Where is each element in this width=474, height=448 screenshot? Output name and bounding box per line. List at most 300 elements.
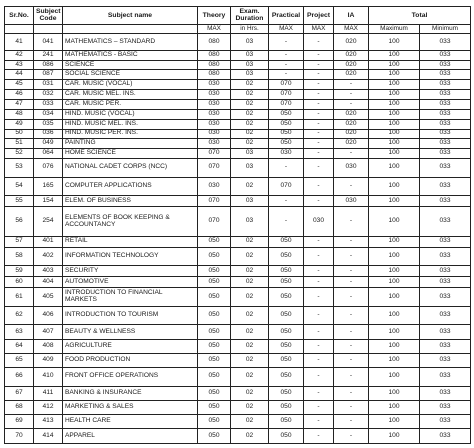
table-row [5, 207, 471, 237]
cell-project-max: - [304, 339, 334, 353]
cell-srno: 56 [5, 207, 34, 237]
header-exam-duration: Exam. Duration [231, 7, 269, 25]
header-project: Project [304, 7, 334, 25]
cell-project-max: - [304, 90, 334, 100]
cell-project-max: - [304, 70, 334, 80]
cell-subject-code: 414 [34, 429, 63, 444]
cell-exam-duration: 02 [231, 139, 269, 149]
cell-total-minimum: 033 [420, 368, 471, 387]
cell-ia-max: 020 [334, 34, 369, 50]
table-row [5, 247, 471, 266]
cell-practical-max: 050 [269, 400, 304, 414]
cell-exam-duration: 02 [231, 236, 269, 247]
cell-practical-max: 030 [269, 149, 304, 159]
cell-practical-max: 050 [269, 129, 304, 139]
table-row [5, 306, 471, 325]
cell-theory-max: 080 [198, 60, 231, 70]
cell-theory-max: 030 [198, 119, 231, 129]
cell-subject-code: 032 [34, 90, 63, 100]
cell-theory-max: 050 [198, 415, 231, 429]
cell-exam-duration: 02 [231, 339, 269, 353]
cell-project-max: - [304, 177, 334, 196]
cell-exam-duration: 03 [231, 60, 269, 70]
cell-total-maximum: 100 [369, 70, 420, 80]
cell-project-max: - [304, 100, 334, 110]
cell-subject-name: MATHEMATICS – STANDARD [63, 34, 198, 50]
table-row [5, 70, 471, 80]
cell-project-max: - [304, 266, 334, 277]
cell-exam-duration: 03 [231, 50, 269, 60]
cell-practical-max: 070 [269, 177, 304, 196]
cell-exam-duration: 03 [231, 207, 269, 237]
cell-total-maximum: 100 [369, 207, 420, 237]
cell-ia-max: 020 [334, 139, 369, 149]
cell-exam-duration: 02 [231, 415, 269, 429]
table-row [5, 368, 471, 387]
cell-subject-name: BANKING & INSURANCE [63, 386, 198, 400]
cell-srno: 58 [5, 247, 34, 266]
cell-exam-duration: 03 [231, 149, 269, 159]
cell-subject-code: 410 [34, 368, 63, 387]
cell-theory-max: 050 [198, 386, 231, 400]
cell-project-max: - [304, 288, 334, 307]
table-row [5, 429, 471, 444]
cell-project-max: - [304, 196, 334, 207]
cell-practical-max: 050 [269, 325, 304, 339]
cell-total-maximum: 100 [369, 353, 420, 367]
cell-total-maximum: 100 [369, 177, 420, 196]
cell-practical-max: 050 [269, 415, 304, 429]
cell-srno: 55 [5, 196, 34, 207]
cell-total-maximum: 100 [369, 339, 420, 353]
cell-total-maximum: 100 [369, 288, 420, 307]
cell-ia-max: 020 [334, 60, 369, 70]
cell-ia-max: - [334, 306, 369, 325]
cell-total-maximum: 100 [369, 129, 420, 139]
subheader-practical: MAX [269, 24, 304, 34]
table-row [5, 325, 471, 339]
cell-srno: 60 [5, 277, 34, 288]
cell-exam-duration: 02 [231, 353, 269, 367]
cell-subject-code: 413 [34, 415, 63, 429]
subheader-ia: MAX [334, 24, 369, 34]
cell-subject-code: 154 [34, 196, 63, 207]
cell-total-minimum: 033 [420, 109, 471, 119]
cell-theory-max: 030 [198, 129, 231, 139]
cell-theory-max: 080 [198, 34, 231, 50]
subheader-theory: MAX [198, 24, 231, 34]
cell-srno: 45 [5, 80, 34, 90]
cell-subject-code: 404 [34, 277, 63, 288]
cell-ia-max: 020 [334, 50, 369, 60]
cell-practical-max: 050 [269, 236, 304, 247]
cell-total-minimum: 033 [420, 288, 471, 307]
header-ia: IA [334, 7, 369, 25]
cell-practical-max: - [269, 196, 304, 207]
cell-total-minimum: 033 [420, 386, 471, 400]
cell-subject-name: RETAIL [63, 236, 198, 247]
cell-theory-max: 050 [198, 325, 231, 339]
cell-exam-duration: 02 [231, 266, 269, 277]
table-row [5, 109, 471, 119]
cell-srno: 49 [5, 119, 34, 129]
cell-subject-name: CAR. MUSIC (VOCAL) [63, 80, 198, 90]
subheader-row [5, 24, 471, 34]
cell-ia-max: - [334, 429, 369, 444]
cell-practical-max: - [269, 34, 304, 50]
cell-practical-max: 050 [269, 306, 304, 325]
cell-subject-name: NATIONAL CADET CORPS (NCC) [63, 159, 198, 178]
cell-total-minimum: 033 [420, 60, 471, 70]
cell-project-max: - [304, 119, 334, 129]
cell-total-maximum: 100 [369, 415, 420, 429]
cell-exam-duration: 02 [231, 109, 269, 119]
cell-ia-max: - [334, 90, 369, 100]
cell-srno: 44 [5, 70, 34, 80]
cell-subject-code: 049 [34, 139, 63, 149]
cell-total-minimum: 033 [420, 277, 471, 288]
cell-practical-max: 050 [269, 139, 304, 149]
cell-ia-max: - [334, 266, 369, 277]
cell-exam-duration: 02 [231, 306, 269, 325]
cell-project-max: - [304, 149, 334, 159]
cell-exam-duration: 02 [231, 288, 269, 307]
cell-subject-name: FRONT OFFICE OPERATIONS [63, 368, 198, 387]
cell-subject-name: SECURITY [63, 266, 198, 277]
cell-total-maximum: 100 [369, 306, 420, 325]
cell-subject-code: 406 [34, 306, 63, 325]
cell-project-max: - [304, 247, 334, 266]
cell-practical-max: - [269, 70, 304, 80]
cell-total-maximum: 100 [369, 196, 420, 207]
cell-total-maximum: 100 [369, 429, 420, 444]
cell-theory-max: 030 [198, 100, 231, 110]
cell-srno: 48 [5, 109, 34, 119]
cell-subject-name: SOCIAL SCIENCE [63, 70, 198, 80]
cell-total-maximum: 100 [369, 368, 420, 387]
cell-theory-max: 050 [198, 306, 231, 325]
cell-subject-code: 401 [34, 236, 63, 247]
cell-subject-code: 087 [34, 70, 63, 80]
cell-total-maximum: 100 [369, 100, 420, 110]
table-row [5, 353, 471, 367]
cell-practical-max: - [269, 50, 304, 60]
cell-total-minimum: 033 [420, 80, 471, 90]
cell-practical-max: 050 [269, 247, 304, 266]
table-row [5, 339, 471, 353]
cell-total-minimum: 033 [420, 100, 471, 110]
cell-subject-name: ELEMENTS OF BOOK KEEPING & ACCOUNTANCY [63, 207, 198, 237]
cell-ia-max: - [334, 149, 369, 159]
cell-subject-code: 241 [34, 50, 63, 60]
cell-subject-name: HIND. MUSIC MEL. INS. [63, 119, 198, 129]
cell-project-max: - [304, 306, 334, 325]
cell-exam-duration: 02 [231, 129, 269, 139]
cell-practical-max: 050 [269, 353, 304, 367]
cell-srno: 63 [5, 325, 34, 339]
cell-srno: 54 [5, 177, 34, 196]
cell-theory-max: 050 [198, 266, 231, 277]
cell-ia-max: - [334, 415, 369, 429]
cell-ia-max: - [334, 325, 369, 339]
cell-theory-max: 070 [198, 149, 231, 159]
cell-theory-max: 050 [198, 288, 231, 307]
cell-total-minimum: 033 [420, 429, 471, 444]
cell-total-minimum: 033 [420, 266, 471, 277]
cell-srno: 42 [5, 50, 34, 60]
table-row [5, 34, 471, 50]
cell-subject-code: 036 [34, 129, 63, 139]
cell-total-minimum: 033 [420, 247, 471, 266]
cell-ia-max: - [334, 236, 369, 247]
cell-practical-max: - [269, 159, 304, 178]
cell-subject-name: INFORMATION TECHNOLOGY [63, 247, 198, 266]
cell-project-max: - [304, 236, 334, 247]
cell-project-max: - [304, 60, 334, 70]
cell-subject-code: 403 [34, 266, 63, 277]
cell-exam-duration: 02 [231, 386, 269, 400]
cell-subject-name: HIND. MUSIC PER. INS. [63, 129, 198, 139]
cell-theory-max: 050 [198, 429, 231, 444]
cell-subject-name: INTRODUCTION TO FINANCIAL MARKETS [63, 288, 198, 307]
cell-subject-name: INTRODUCTION TO TOURISM [63, 306, 198, 325]
cell-exam-duration: 02 [231, 80, 269, 90]
cell-total-maximum: 100 [369, 119, 420, 129]
cell-subject-code: 409 [34, 353, 63, 367]
cell-exam-duration: 02 [231, 325, 269, 339]
cell-total-maximum: 100 [369, 90, 420, 100]
cell-practical-max: - [269, 60, 304, 70]
subheader-srno-empty [5, 24, 34, 34]
cell-ia-max: 020 [334, 119, 369, 129]
cell-exam-duration: 02 [231, 429, 269, 444]
cell-total-minimum: 033 [420, 119, 471, 129]
cell-ia-max: - [334, 339, 369, 353]
cell-theory-max: 030 [198, 80, 231, 90]
cell-subject-code: 402 [34, 247, 63, 266]
cell-srno: 43 [5, 60, 34, 70]
table-row [5, 90, 471, 100]
cell-theory-max: 050 [198, 400, 231, 414]
cell-ia-max: 030 [334, 159, 369, 178]
cell-practical-max: 050 [269, 368, 304, 387]
cell-subject-code: 041 [34, 34, 63, 50]
table-row [5, 80, 471, 90]
cell-project-max: - [304, 368, 334, 387]
cell-project-max: - [304, 325, 334, 339]
cell-total-minimum: 033 [420, 34, 471, 50]
cell-practical-max: 050 [269, 119, 304, 129]
cell-exam-duration: 02 [231, 90, 269, 100]
cell-subject-code: 033 [34, 100, 63, 110]
cell-exam-duration: 03 [231, 196, 269, 207]
cell-subject-name: FOOD PRODUCTION [63, 353, 198, 367]
subheader-code-empty [34, 24, 63, 34]
cell-practical-max: 050 [269, 109, 304, 119]
cell-theory-max: 050 [198, 353, 231, 367]
cell-srno: 66 [5, 368, 34, 387]
table-row [5, 277, 471, 288]
cell-total-maximum: 100 [369, 50, 420, 60]
cell-total-minimum: 033 [420, 400, 471, 414]
cell-total-maximum: 100 [369, 139, 420, 149]
subheader-exam-duration: in Hrs. [231, 24, 269, 34]
table-row [5, 196, 471, 207]
cell-theory-max: 070 [198, 207, 231, 237]
cell-ia-max: - [334, 80, 369, 90]
cell-practical-max: - [269, 207, 304, 237]
table-row [5, 386, 471, 400]
cell-total-minimum: 033 [420, 207, 471, 237]
cell-subject-name: APPAREL [63, 429, 198, 444]
cell-total-maximum: 100 [369, 34, 420, 50]
cell-total-minimum: 033 [420, 129, 471, 139]
cell-ia-max: - [334, 288, 369, 307]
cell-exam-duration: 02 [231, 119, 269, 129]
cell-srno: 52 [5, 149, 34, 159]
cell-practical-max: 050 [269, 266, 304, 277]
cell-srno: 61 [5, 288, 34, 307]
cell-subject-name: MARKETING & SALES [63, 400, 198, 414]
cell-theory-max: 050 [198, 368, 231, 387]
cell-exam-duration: 03 [231, 70, 269, 80]
cell-project-max: - [304, 34, 334, 50]
cell-theory-max: 050 [198, 247, 231, 266]
cell-project-max: - [304, 277, 334, 288]
header-total: Total [369, 7, 471, 25]
header-row [5, 7, 471, 25]
table-row [5, 400, 471, 414]
cell-practical-max: 070 [269, 90, 304, 100]
header-srno: Sr.No. [5, 7, 34, 25]
cell-practical-max: 070 [269, 80, 304, 90]
cell-exam-duration: 03 [231, 34, 269, 50]
cell-total-minimum: 033 [420, 353, 471, 367]
cell-srno: 67 [5, 386, 34, 400]
cell-subject-code: 086 [34, 60, 63, 70]
cell-subject-code: 064 [34, 149, 63, 159]
cell-project-max: - [304, 353, 334, 367]
cell-exam-duration: 02 [231, 368, 269, 387]
cell-theory-max: 050 [198, 339, 231, 353]
cell-ia-max: - [334, 247, 369, 266]
cell-srno: 41 [5, 34, 34, 50]
cell-project-max: - [304, 429, 334, 444]
cell-ia-max: - [334, 177, 369, 196]
cell-subject-code: 405 [34, 288, 63, 307]
cell-theory-max: 050 [198, 236, 231, 247]
table-row [5, 177, 471, 196]
cell-srno: 47 [5, 100, 34, 110]
cell-practical-max: 070 [269, 100, 304, 110]
cell-total-maximum: 100 [369, 277, 420, 288]
table-row [5, 129, 471, 139]
table-row [5, 60, 471, 70]
cell-srno: 70 [5, 429, 34, 444]
cell-subject-name: HIND. MUSIC (VOCAL) [63, 109, 198, 119]
table-row [5, 236, 471, 247]
cell-project-max: - [304, 129, 334, 139]
cell-srno: 59 [5, 266, 34, 277]
cell-project-max: 030 [304, 207, 334, 237]
cell-practical-max: 050 [269, 339, 304, 353]
cell-total-minimum: 033 [420, 70, 471, 80]
cell-total-maximum: 100 [369, 325, 420, 339]
cell-practical-max: 050 [269, 429, 304, 444]
cell-exam-duration: 02 [231, 277, 269, 288]
table-row [5, 100, 471, 110]
cell-subject-code: 408 [34, 339, 63, 353]
cell-total-minimum: 033 [420, 306, 471, 325]
subheader-maximum: Maximum [369, 24, 420, 34]
cell-subject-name: ELEM. OF BUSINESS [63, 196, 198, 207]
cell-subject-code: 407 [34, 325, 63, 339]
cell-subject-code: 035 [34, 119, 63, 129]
cell-ia-max: - [334, 207, 369, 237]
cell-total-maximum: 100 [369, 247, 420, 266]
table-row [5, 266, 471, 277]
table-row [5, 415, 471, 429]
cell-total-minimum: 033 [420, 159, 471, 178]
cell-total-minimum: 033 [420, 149, 471, 159]
cell-srno: 51 [5, 139, 34, 149]
cell-srno: 65 [5, 353, 34, 367]
cell-subject-code: 412 [34, 400, 63, 414]
cell-theory-max: 050 [198, 277, 231, 288]
cell-project-max: - [304, 50, 334, 60]
cell-ia-max: 020 [334, 129, 369, 139]
cell-exam-duration: 02 [231, 400, 269, 414]
cell-total-maximum: 100 [369, 80, 420, 90]
cell-total-maximum: 100 [369, 149, 420, 159]
cell-theory-max: 080 [198, 50, 231, 60]
header-subject-name: Subject name [63, 7, 198, 25]
cell-ia-max: - [334, 353, 369, 367]
cell-subject-code: 076 [34, 159, 63, 178]
cell-theory-max: 030 [198, 177, 231, 196]
cell-practical-max: 050 [269, 277, 304, 288]
cell-subject-name: PAINTING [63, 139, 198, 149]
cell-total-maximum: 100 [369, 386, 420, 400]
table-row [5, 288, 471, 307]
table-row [5, 139, 471, 149]
cell-subject-code: 031 [34, 80, 63, 90]
cell-ia-max: 020 [334, 109, 369, 119]
cell-total-maximum: 100 [369, 109, 420, 119]
cell-practical-max: 050 [269, 386, 304, 400]
cell-subject-code: 411 [34, 386, 63, 400]
cell-exam-duration: 03 [231, 159, 269, 178]
cell-subject-name: MATHEMATICS - BASIC [63, 50, 198, 60]
cell-exam-duration: 02 [231, 247, 269, 266]
table-row [5, 50, 471, 60]
cell-theory-max: 030 [198, 109, 231, 119]
cell-theory-max: 070 [198, 159, 231, 178]
header-theory: Theory [198, 7, 231, 25]
cell-theory-max: 070 [198, 196, 231, 207]
cell-project-max: - [304, 109, 334, 119]
cell-project-max: - [304, 80, 334, 90]
cell-subject-name: CAR. MUSIC MEL. INS. [63, 90, 198, 100]
cell-subject-name: HOME SCIENCE [63, 149, 198, 159]
cell-srno: 50 [5, 129, 34, 139]
cell-subject-code: 165 [34, 177, 63, 196]
header-subject-code: Subject Code [34, 7, 63, 25]
cell-subject-name: HEALTH CARE [63, 415, 198, 429]
cell-ia-max: 030 [334, 196, 369, 207]
cell-srno: 53 [5, 159, 34, 178]
cell-total-minimum: 033 [420, 139, 471, 149]
